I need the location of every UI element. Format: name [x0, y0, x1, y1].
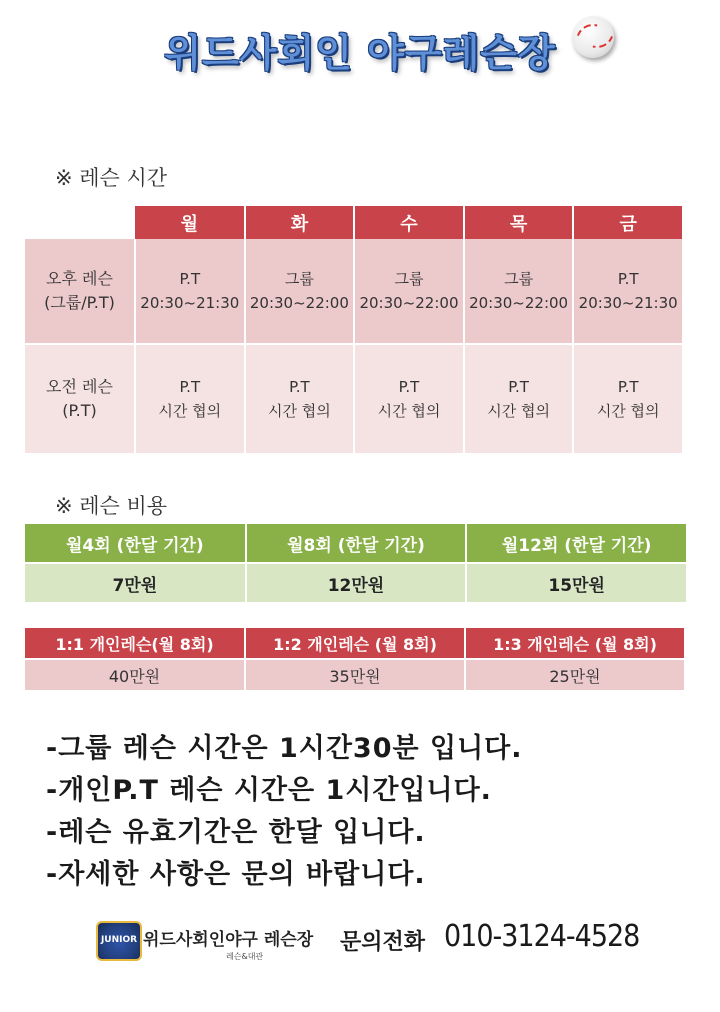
cell-time: 시간 협의: [158, 402, 222, 420]
note-item: -자세한 사항은 문의 바랍니다.: [46, 859, 426, 890]
table-row: [25, 344, 683, 454]
cell-type: P.T: [289, 378, 310, 396]
pt-price: 25만원: [465, 659, 685, 690]
fee-price: 15만원: [466, 563, 687, 602]
lesson-schedule-table: [25, 206, 684, 455]
schedule-cell: [245, 239, 355, 344]
cell-type: P.T: [617, 270, 639, 288]
cell-type: P.T: [179, 270, 201, 288]
schedule-cell: [135, 239, 245, 344]
baseball-icon: [572, 16, 614, 58]
brand-subtitle: 레슨&대관: [226, 952, 264, 961]
schedule-cell: [135, 344, 245, 454]
page-title: 위드사회인 야구레슨장: [164, 31, 556, 75]
edge-spacer: [17, 524, 25, 563]
pt-fee-table: [25, 628, 686, 690]
fee-price: 7만원: [25, 563, 246, 602]
cell-time: 시간 협의: [487, 402, 550, 420]
day-header: 목: [464, 206, 574, 239]
cell-time: 20:30~22:00: [249, 294, 349, 312]
cell-type: 그룹: [284, 270, 314, 288]
row-header: [25, 239, 135, 344]
cell-type: 그룹: [504, 270, 534, 288]
fee-header: 월4회 (한달 기간): [25, 524, 246, 563]
pt-header: 1:3 개인레슨 (월 8회): [465, 628, 685, 659]
junior-logo: [96, 921, 142, 961]
group-fee-table: [17, 524, 688, 602]
cell-time: 시간 협의: [377, 402, 441, 420]
fee-header: 월8회 (한달 기간): [246, 524, 467, 563]
contact-label: 문의전화: [340, 930, 426, 955]
cell-time: 20:30~22:00: [469, 294, 569, 312]
footer: [0, 915, 720, 975]
note-item: -그룹 레슨 시간은 1시간30분 입니다.: [46, 733, 523, 764]
schedule-cell: [573, 239, 683, 344]
day-header: 월: [135, 206, 245, 239]
schedule-cell: [354, 344, 464, 454]
row-header-line: (그룹/P.T): [44, 293, 115, 312]
brand-name: 위드사회인야구 레슨장: [143, 930, 314, 950]
day-header: 화: [245, 206, 355, 239]
schedule-cell: [573, 344, 683, 454]
cell-type: P.T: [179, 378, 201, 396]
note-item: -레슨 유효기간은 한달 입니다.: [46, 817, 426, 848]
logo-text: JUNIOR: [100, 935, 138, 945]
note-item: -개인P.T 레슨 시간은 1시간입니다.: [46, 775, 492, 806]
cell-time: 시간 협의: [596, 402, 660, 420]
fee-price: 12만원: [246, 563, 467, 602]
row-header-line: 오후 레슨: [46, 269, 113, 288]
row-header-line: 오전 레슨: [46, 377, 113, 396]
schedule-cell: [354, 239, 464, 344]
fee-header: 월12회 (한달 기간): [466, 524, 687, 563]
pt-price: 40만원: [25, 659, 245, 690]
row-header: [25, 344, 135, 454]
header-blank: [25, 206, 135, 239]
day-header: 금: [573, 206, 683, 239]
notes-list: [46, 728, 523, 896]
phone-number[interactable]: 010-3124-4528: [444, 919, 640, 954]
pt-header: 1:1 개인레슨(월 8회): [25, 628, 245, 659]
schedule-cell: [464, 344, 574, 454]
schedule-cell: [464, 239, 574, 344]
lesson-time-label: ※ 레슨 시간: [55, 166, 168, 190]
lesson-fee-label: ※ 레슨 비용: [55, 494, 168, 518]
pt-header: 1:2 개인레슨 (월 8회): [245, 628, 465, 659]
cell-type: 그룹: [394, 270, 424, 288]
table-row: [25, 239, 683, 344]
cell-type: P.T: [508, 378, 529, 396]
cell-type: P.T: [398, 378, 420, 396]
cell-time: 시간 협의: [268, 402, 331, 420]
pt-price: 35만원: [245, 659, 465, 690]
schedule-cell: [245, 344, 355, 454]
cell-type: P.T: [617, 378, 639, 396]
cell-time: 20:30~21:30: [578, 294, 678, 312]
row-header-line: (P.T): [62, 401, 97, 420]
cell-time: 20:30~21:30: [140, 294, 240, 312]
edge-spacer: [17, 563, 25, 602]
cell-time: 20:30~22:00: [359, 294, 459, 312]
day-header: 수: [354, 206, 464, 239]
